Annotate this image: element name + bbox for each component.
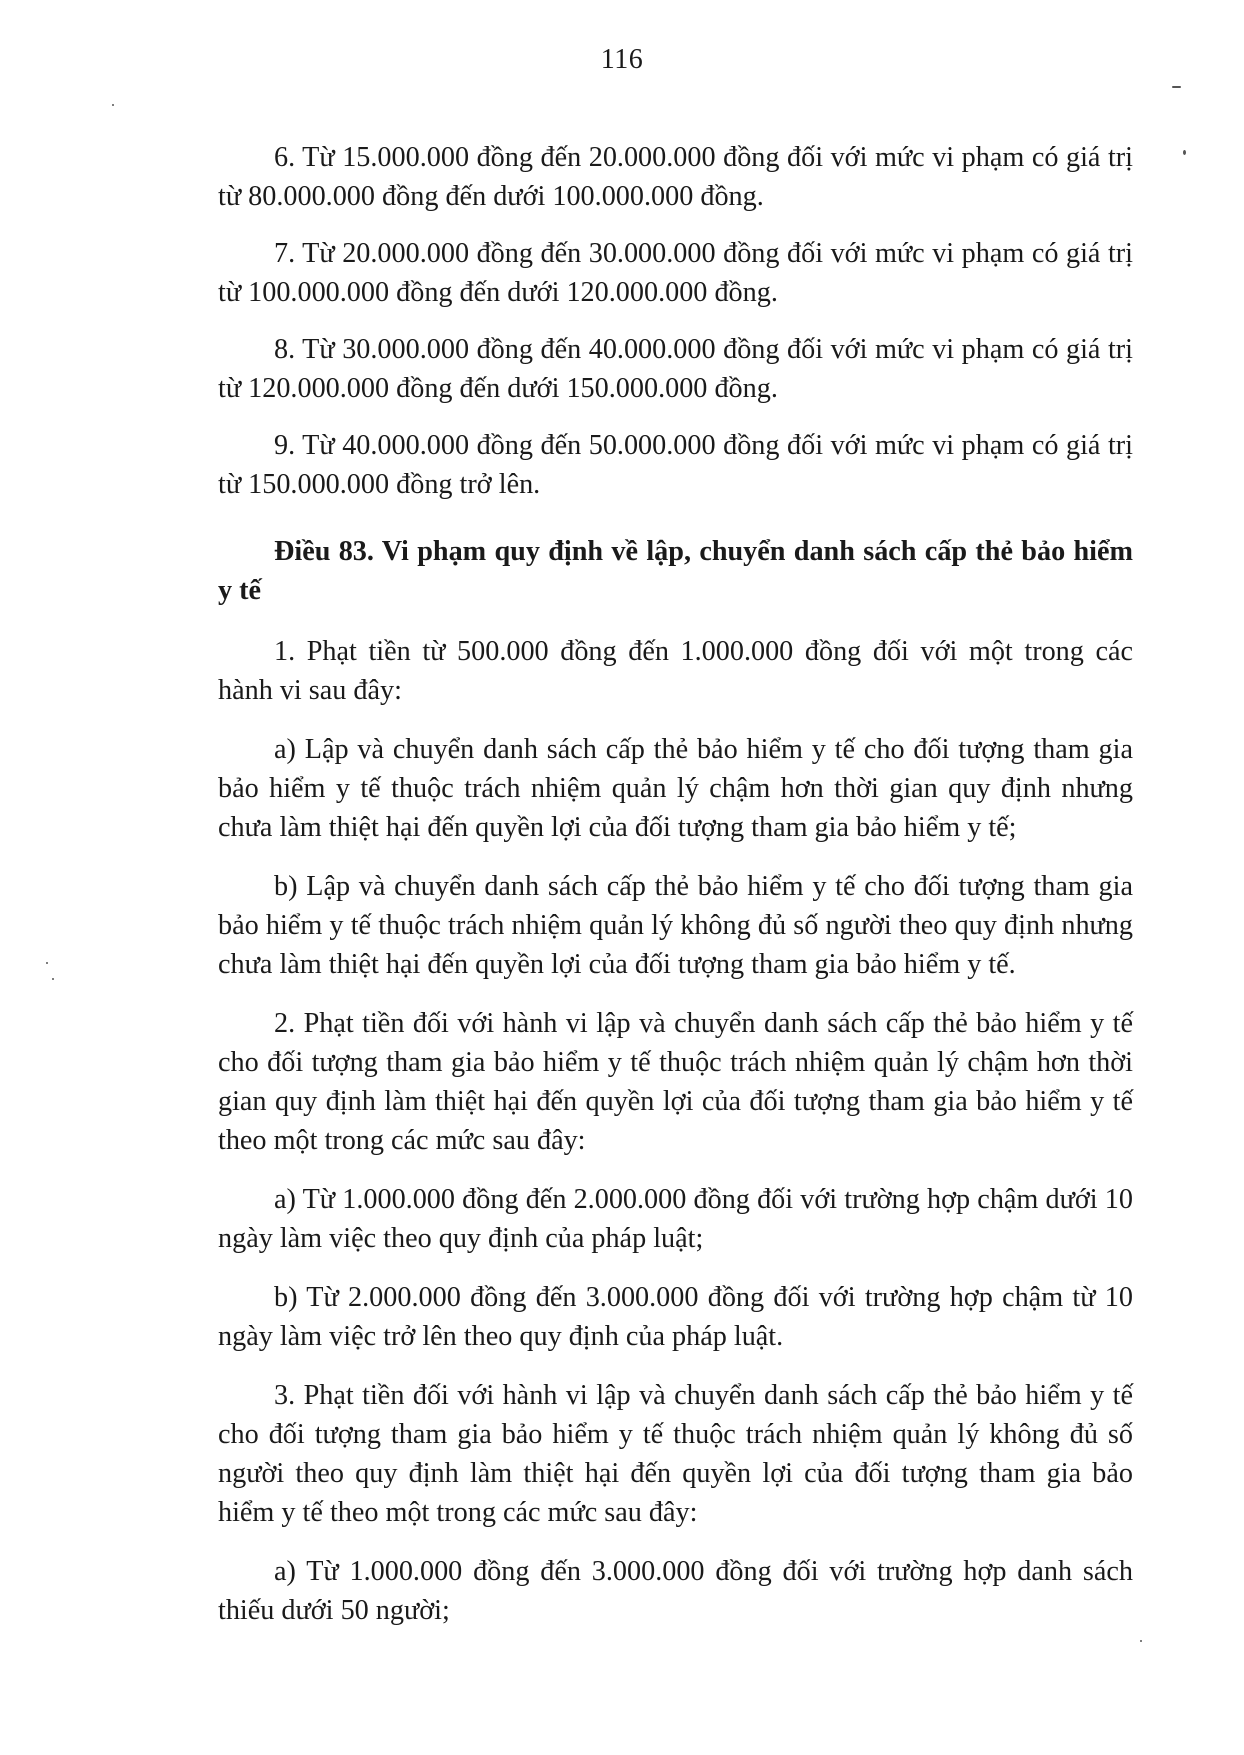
scan-speck — [1172, 86, 1181, 88]
clause-3-point-a: a) Từ 1.000.000 đồng đến 3.000.000 đồng đối với trường hợp danh sách thiếu dưới 50 người; — [218, 1556, 1133, 1626]
document-body — [218, 138, 1133, 1648]
scan-speck — [1140, 1640, 1142, 1642]
paragraph-item-8: 8. Từ 30.000.000 đồng đến 40.000.000 đồng đối với mức vi phạm có giá trị từ 120.000.000 đồng đến dưới 150.000.000 đồng. — [218, 334, 1133, 404]
clause-1-point-a: a) Lập và chuyển danh sách cấp thẻ bảo hiểm y tế cho đối tượng tham gia bảo hiểm y tế thuộc trách nhiệm quản lý chậm hơn thời gian quy định nhưng chưa làm thiệt hại đến quyền lợi của đối tượng tham gia bảo hiểm y tế; — [218, 734, 1133, 843]
clause-1: 1. Phạt tiền từ 500.000 đồng đến 1.000.000 đồng đối với một trong các hành vi sau đây: — [218, 636, 1133, 706]
clause-1-point-b: b) Lập và chuyển danh sách cấp thẻ bảo hiểm y tế cho đối tượng tham gia bảo hiểm y tế thuộc trách nhiệm quản lý không đủ số người theo quy định nhưng chưa làm thiệt hại đến quyền lợi của đối tượng tham gia bảo hiểm y tế. — [218, 871, 1133, 980]
scan-speck — [1183, 150, 1186, 155]
clause-3: 3. Phạt tiền đối với hành vi lập và chuyển danh sách cấp thẻ bảo hiểm y tế cho đối tượng tham gia bảo hiểm y tế thuộc trách nhiệm quản lý không đủ số người theo quy định làm thiệt hại đến quyền lợi của đối tượng tham gia bảo hiểm y tế theo một trong các mức sau đây: — [218, 1380, 1133, 1528]
paragraph-item-7: 7. Từ 20.000.000 đồng đến 30.000.000 đồng đối với mức vi phạm có giá trị từ 100.000.000 đồng đến dưới 120.000.000 đồng. — [218, 238, 1133, 308]
clause-2: 2. Phạt tiền đối với hành vi lập và chuyển danh sách cấp thẻ bảo hiểm y tế cho đối tượng tham gia bảo hiểm y tế thuộc trách nhiệm quản lý chậm hơn thời gian quy định làm thiệt hại đến quyền lợi của đối tượng tham gia bảo hiểm y tế theo một trong các mức sau đây: — [218, 1008, 1133, 1156]
paragraph-item-9: 9. Từ 40.000.000 đồng đến 50.000.000 đồng đối với mức vi phạm có giá trị từ 150.000.000 đồng trở lên. — [218, 430, 1133, 500]
scan-speck — [112, 104, 114, 106]
clause-2-point-a: a) Từ 1.000.000 đồng đến 2.000.000 đồng đối với trường hợp chậm dưới 10 ngày làm việc theo quy định của pháp luật; — [218, 1184, 1133, 1254]
page-number: 116 — [600, 44, 644, 75]
paragraph-item-6: 6. Từ 15.000.000 đồng đến 20.000.000 đồng đối với mức vi phạm có giá trị từ 80.000.000 đồng đến dưới 100.000.000 đồng. — [218, 142, 1133, 212]
scan-speck — [52, 978, 54, 980]
scan-speck — [46, 962, 48, 964]
clause-2-point-b: b) Từ 2.000.000 đồng đến 3.000.000 đồng đối với trường hợp chậm từ 10 ngày làm việc trở lên theo quy định của pháp luật. — [218, 1282, 1133, 1352]
article-83-heading: Điều 83. Vi phạm quy định về lập, chuyển danh sách cấp thẻ bảo hiểm y tế — [218, 536, 1133, 606]
